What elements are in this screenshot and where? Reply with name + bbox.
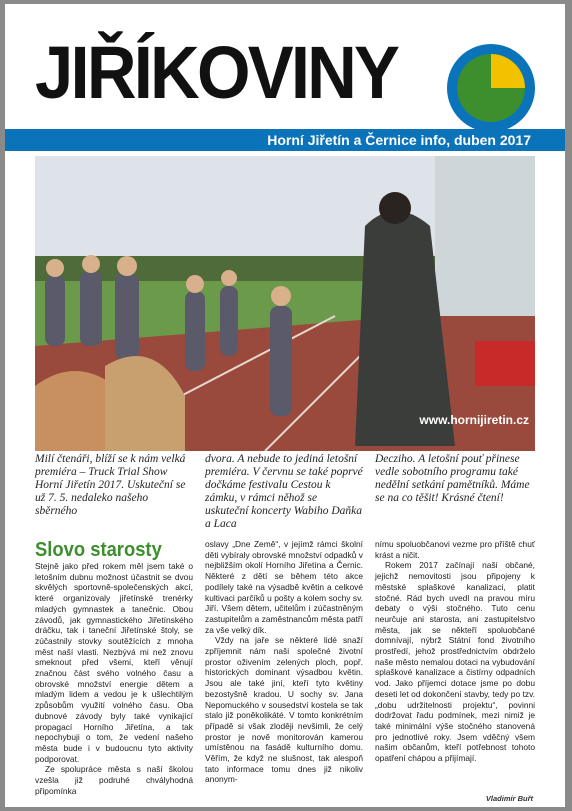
newsletter-page (5, 4, 565, 807)
issue-subtitle: Horní Jiřetín a Černice info, duben 2017 (267, 132, 531, 148)
subtitle-bar (5, 129, 565, 151)
photo-illustration (35, 156, 535, 451)
masthead-logo (445, 42, 537, 134)
masthead-title: JIŘÍKOVINY (35, 31, 398, 114)
intro-column-2: dvora. A nebude to jediná letošní premiéra. V červnu se také poprvé dočkáme festivalu Cestou k zámku, v rámci něhož se uskuteční koncerty Wabiho Daňka a Laca (205, 453, 363, 530)
article-title: Slovo starosty (35, 539, 162, 561)
article-column-2 (205, 539, 363, 785)
cover-photo (35, 156, 535, 451)
photo-credit: www.hornijiretin.cz (419, 413, 529, 427)
article-paragraph: Vždy na jaře se některé lidé snaží zpříjemnit nám naši společné životní prostor oživením zelených ploch, popř. historických dominant výsadbou květin. Jsou ale také jiní, kteří tyto květiny bezostyšně kradou. U sochy sv. Jana Nepomuckého v sousedství kostela se tak stalo již poněkolikáté. V tomto konkrétním případě si však zloději nevšimli, že celý prostor je nově monitorován kamerou umístěnou na fasádě kulturního domu. Věřím, že když ne slušnost, tak alespoň tato informace tomu dnes již nikoliv anonym- (205, 635, 363, 785)
intro-column-3: Decziho. A letošní pouť přinese vedle sobotního programu také nedělní setkání pamětníků. Máme se na co těšit! Krásné čtení! (375, 453, 530, 504)
intro-column-1: Milí čtenáři, blíží se k nám velká premiéra – Truck Trial Show Horní Jiřetín 2017. Uskuteční se už 7. 5. nedaleko našeho sběrného (35, 453, 186, 517)
article-paragraph: Rokem 2017 začínají naši občané, jejichž nemovitosti jsou připojeny k městské splaškové kanalizaci, platit stočné. Rád bych uvedl na pravou míru debaty o výši stočného. Tuto cenu neurčuje ani starosta, ani zastupitelstvo města, jak se někteří spoluobčané domnívají, nýbrž Státní fond životního prostředí, jehož prostřednictvím obdrželo naše město nemalou dotaci na vybudování splaškové kanalizace a čistírny odpadních vod. Jako příjemci dotace jsme po dobu deseti let od dokončení stavby, tedy po tzv. „dobu udržitelnosti projektu“, povinni dodržovat řadu podmínek, mezi nimiž je také minimální výše stočného stanovená pro jednotlivé roky. Jsem vděčný všem našim občanům, kteří potřebnost tohoto opatření chápou a přijímají. (375, 560, 535, 764)
article-paragraph: nímu spoluobčanovi vezme pro příště chuť krást a ničit. (375, 539, 535, 560)
article-paragraph: oslavy „Dne Země“, v jejímž rámci školní děti vybíraly obrovské množství odpadků v nejbližším okolí Horního Jiřetína a Černic. Některé z dětí se během této akce podílely také na výsadbě květin a celkové kultivaci parčíků u pošty a kolem sochy sv. Jiří. Všem dětem, učitelům i zúčastněným zastupitelům a zaměstnancům města patří za vše velký dík. (205, 539, 363, 635)
article-column-3 (375, 539, 535, 764)
article-column-1 (35, 561, 193, 796)
article-paragraph: Ze spolupráce města s naší školou vzešla již podruhé chvályhodná připomínka (35, 764, 193, 796)
author-signature: Vladimír Buřt (485, 794, 533, 803)
article-paragraph: Stejně jako před rokem měl jsem také o letošním dubnu možnost účastnit se dvou skvělých sportovně-společenských akcí, které organizovaly jiřetínské trenérky mladých gymnastek a tanečnic. Obou závodů, jak gymnastického Jiřetínského dráčku, tak i taneční Jiřetínské štoly, se zúčastnily stovky soutěžících z mnoha měst naší vlasti. Nezbývá mi než znovu smeknout před všemi, kteří věnují značnou část svého volného času a obrovské množství energie dětem a mladým lidem a vedou je k ušlechtilým způsobům využití volného času. Oba dubnové závody byly také vynikající propagací Horního Jiřetína, a tak nepochybuji o tom, že vedení našeho města bude i v budoucnu tyto aktivity podporovat. (35, 561, 193, 764)
